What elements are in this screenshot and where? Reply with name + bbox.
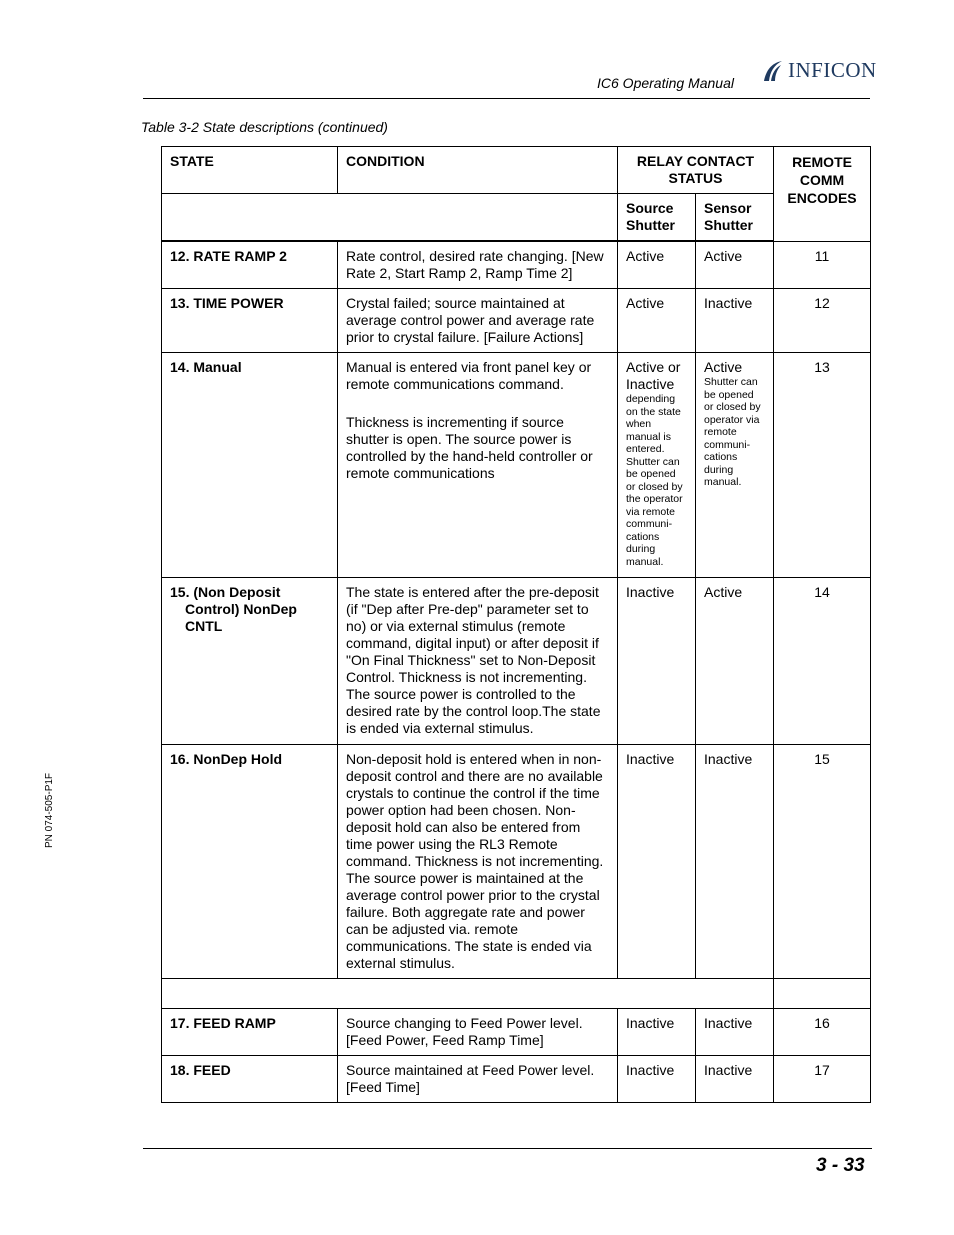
remote-code-cell: 12 bbox=[774, 289, 871, 353]
header-state: STATE bbox=[162, 147, 338, 194]
table-row bbox=[162, 289, 871, 353]
table-caption: Table 3-2 State descriptions (continued) bbox=[141, 119, 388, 135]
header-source-shutter: Source Shutter bbox=[618, 194, 696, 242]
table-row bbox=[162, 745, 871, 979]
condition-cell: Non-deposit hold is entered when in non-deposit control and there are no available crystals to continue the control if the time power option had been chosen. Non-deposit hold can also be entered from time power using the RL3 Remote command. Thickness is not incrementing. The source power is maintained at the average control power prior to the crystal failure. Both aggregate rate and power can be adjusted via. remote communications. The state is ended via external stimulus. bbox=[338, 745, 618, 979]
source-shutter-value: Active or Inactive bbox=[626, 359, 681, 392]
spacer-row bbox=[162, 979, 871, 1009]
state-cell: 12. RATE RAMP 2 bbox=[162, 241, 338, 289]
remote-code-cell: 16 bbox=[774, 1009, 871, 1056]
state-cell: 18. FEED bbox=[162, 1056, 338, 1103]
spacer-cell bbox=[162, 979, 774, 1009]
state-cell: 15. (Non Deposit Control) NonDep CNTL bbox=[162, 578, 338, 745]
condition-cell: Rate control, desired rate changing. [New Rate 2, Start Ramp 2, Ramp Time 2] bbox=[338, 241, 618, 289]
header-remote-comm-encodes: REMOTE COMM ENCODES bbox=[774, 147, 871, 242]
subheader-row bbox=[162, 194, 871, 242]
sensor-shutter-cell: Active bbox=[696, 241, 774, 289]
condition-cell: Source maintained at Feed Power level. [Feed Time] bbox=[338, 1056, 618, 1103]
remote-code-cell: 11 bbox=[774, 241, 871, 289]
source-shutter-cell: Active bbox=[618, 289, 696, 353]
subheader-blank bbox=[162, 194, 618, 242]
remote-code-cell: 13 bbox=[774, 353, 871, 578]
source-shutter-cell bbox=[618, 353, 696, 578]
state-cell: 16. NonDep Hold bbox=[162, 745, 338, 979]
remote-code-cell: 15 bbox=[774, 745, 871, 979]
sensor-shutter-cell: Active bbox=[696, 578, 774, 745]
source-shutter-note: depending on the state when manual is entered. Shutter can be opened or closed by the operator via remote communi-cations during manual. bbox=[626, 393, 683, 568]
part-number-label: PN 074-505-P1F bbox=[44, 772, 55, 848]
table-row bbox=[162, 1056, 871, 1103]
sensor-shutter-cell: Inactive bbox=[696, 745, 774, 979]
table-row bbox=[162, 241, 871, 289]
source-shutter-cell: Inactive bbox=[618, 745, 696, 979]
header-row bbox=[162, 147, 871, 194]
state-cell: 14. Manual bbox=[162, 353, 338, 578]
inficon-swoosh-icon bbox=[760, 59, 786, 83]
source-shutter-cell: Active bbox=[618, 241, 696, 289]
state-cell: 13. TIME POWER bbox=[162, 289, 338, 353]
paragraph-gap bbox=[346, 393, 609, 414]
state-cell: 17. FEED RAMP bbox=[162, 1009, 338, 1056]
table-row bbox=[162, 1009, 871, 1056]
condition-cell: Crystal failed; source maintained at average control power and average rate prior to crystal failure. [Failure Actions] bbox=[338, 289, 618, 353]
remote-code-cell: 17 bbox=[774, 1056, 871, 1103]
inficon-logo bbox=[760, 58, 877, 83]
source-shutter-cell: Inactive bbox=[618, 1009, 696, 1056]
state-descriptions-table bbox=[161, 146, 871, 1103]
source-shutter-cell: Inactive bbox=[618, 1056, 696, 1103]
logo-text: INFICON bbox=[788, 58, 877, 82]
source-shutter-cell: Inactive bbox=[618, 578, 696, 745]
condition-cell: The state is entered after the pre-deposit (if "Dep after Pre-dep" parameter set to no) or via external stimulus (remote command, digital input) or after deposit if "On Final Thickness" set to Non-Deposit Control. Thickness is not incrementing. The source power is controlled to the desired rate by the control loop.The state is ended via external stimulus. bbox=[338, 578, 618, 745]
header-rule bbox=[143, 98, 870, 99]
table-row bbox=[162, 353, 871, 578]
header-sensor-shutter: Sensor Shutter bbox=[696, 194, 774, 242]
spacer-cell bbox=[774, 979, 871, 1009]
sensor-shutter-cell: Inactive bbox=[696, 1009, 774, 1056]
sensor-shutter-cell bbox=[696, 353, 774, 578]
condition-cell bbox=[338, 353, 618, 578]
header-condition: CONDITION bbox=[338, 147, 618, 194]
condition-cell: Source changing to Feed Power level. [Feed Power, Feed Ramp Time] bbox=[338, 1009, 618, 1056]
sensor-shutter-note: Shutter can be opened or closed by operator via remote communi-cations during manual. bbox=[704, 376, 761, 488]
page-number: 3 - 33 bbox=[816, 1155, 865, 1176]
sensor-shutter-cell: Inactive bbox=[696, 1056, 774, 1103]
condition-paragraph: Thickness is incrementing if source shutter is open. The source power is controlled by the hand-held controller or remote communications bbox=[346, 414, 593, 481]
remote-code-cell: 14 bbox=[774, 578, 871, 745]
table-row bbox=[162, 578, 871, 745]
sensor-shutter-cell: Inactive bbox=[696, 289, 774, 353]
sensor-shutter-value: Active bbox=[704, 359, 743, 375]
header-relay-contact-status: RELAY CONTACT STATUS bbox=[618, 147, 774, 194]
manual-title: IC6 Operating Manual bbox=[597, 75, 734, 91]
condition-paragraph: Manual is entered via front panel key or remote communications command. bbox=[346, 359, 592, 392]
footer-rule bbox=[143, 1148, 872, 1149]
